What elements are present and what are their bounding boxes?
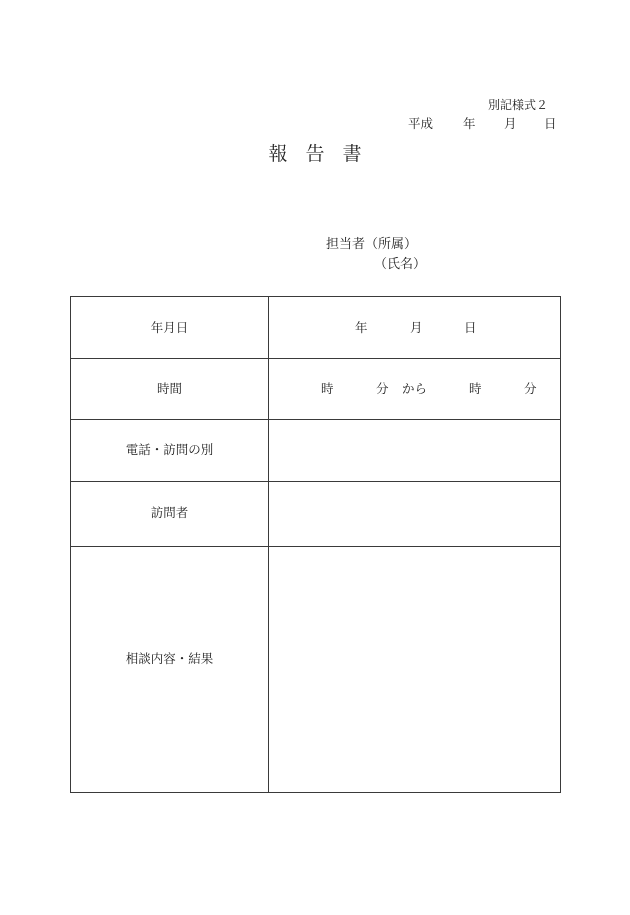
title-char-3: 書 (342, 143, 362, 165)
row-label-visitor: 訪問者 (150, 505, 189, 520)
page-title (0, 145, 630, 164)
date-cell-month: 月 (410, 320, 423, 335)
column-divider (268, 297, 269, 792)
title-char-2: 告 (305, 143, 325, 165)
staff-affiliation-label: 担当者（所属） (326, 237, 418, 252)
row-label-date: 年月日 (150, 320, 189, 335)
row-label-time: 時間 (156, 381, 182, 396)
time-cell-hour-start: 時 (321, 381, 334, 396)
time-cell-minute-start: 分 (376, 381, 389, 396)
form-number: 別記様式２ (487, 98, 548, 112)
date-cell-year: 年 (355, 320, 368, 335)
row-divider-3 (71, 481, 560, 482)
report-table (70, 296, 561, 793)
time-cell-from: から (402, 381, 428, 396)
date-era: 平成 (408, 116, 434, 131)
row-label-contact-type: 電話・訪問の別 (125, 442, 214, 457)
date-month-unit: 月 (504, 116, 517, 131)
date-day-unit: 日 (544, 116, 557, 131)
row-divider-4 (71, 546, 560, 547)
staff-name-label: （氏名） (374, 257, 427, 272)
time-cell-hour-end: 時 (469, 381, 482, 396)
row-label-consultation: 相談内容・結果 (125, 651, 214, 666)
row-divider-2 (71, 419, 560, 420)
date-year-unit: 年 (463, 116, 476, 131)
date-cell-day: 日 (464, 320, 477, 335)
row-divider-1 (71, 358, 560, 359)
time-cell-minute-end: 分 (524, 381, 537, 396)
title-char-1: 報 (268, 143, 288, 165)
